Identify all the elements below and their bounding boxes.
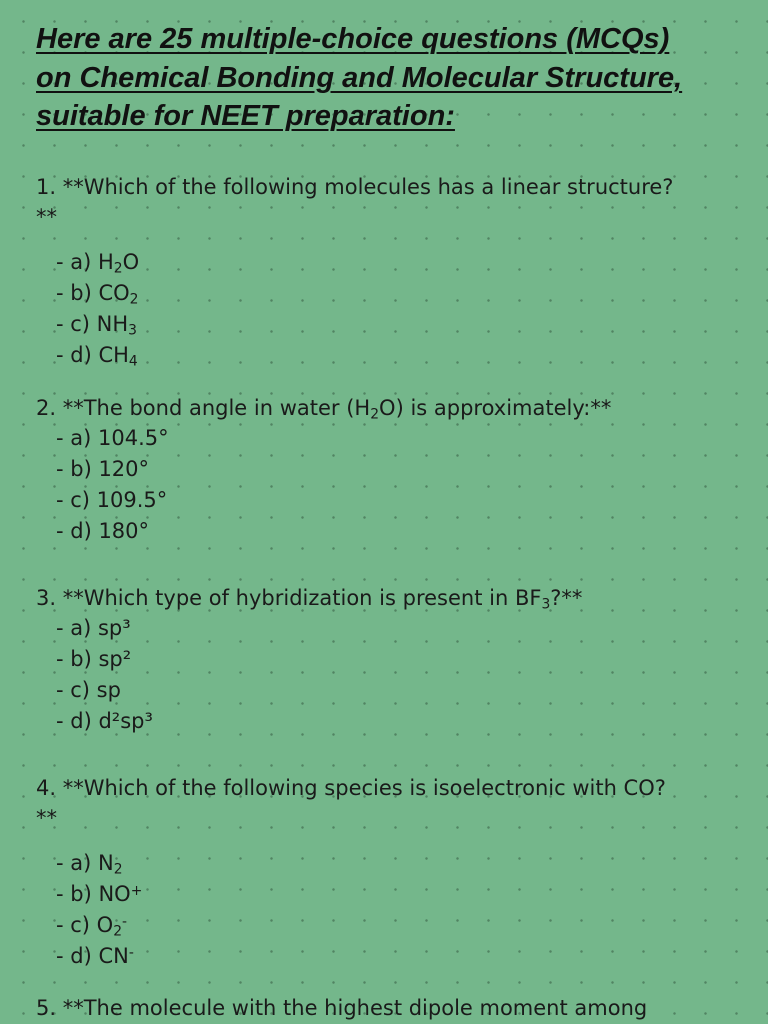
option-d: - d) $CH_4$	[56, 343, 138, 370]
option-b: - b) 120°	[56, 457, 150, 481]
question-text-line-2: **	[36, 806, 57, 830]
question-2-options	[36, 423, 736, 547]
option-a: - a) 104.5°	[56, 426, 169, 450]
question-number: 5.	[36, 996, 57, 1020]
heading-line-1: Here are 25 multiple-choice questions (MCQs)	[36, 23, 670, 55]
question-4-text	[36, 773, 736, 833]
document-heading	[36, 20, 736, 136]
option-b: - b) $CO_2$	[56, 281, 139, 308]
question-1	[36, 172, 736, 371]
question-text-line-1: **Which of the following molecules has a linear structure?	[62, 175, 674, 199]
option-a: - a) $N_2$	[56, 851, 123, 878]
heading-line-2: on Chemical Bonding and Molecular Structure,	[36, 61, 683, 94]
question-5-text	[36, 993, 736, 1023]
question-1-options	[36, 247, 736, 371]
option-c: - c) $O_2^-$	[56, 913, 128, 940]
question-3	[36, 583, 736, 737]
question-number: 4.	[36, 776, 57, 800]
heading-line-3: suitable for NEET preparation:	[36, 100, 455, 132]
question-2-text: 2. **The bond angle in water $(H_2O)$ is approximately:**	[36, 396, 612, 423]
question-text-line-1: **Which of the following species is isoelectronic with CO?	[62, 776, 666, 800]
question-3-options	[36, 613, 736, 737]
question-4	[36, 773, 736, 972]
option-d: - d) d²sp³	[56, 709, 153, 733]
question-number: 1.	[36, 175, 57, 199]
option-d: - d) CN-	[56, 944, 134, 968]
option-d: - d) 180°	[56, 519, 150, 543]
option-c: - c) sp	[56, 678, 121, 702]
question-3-text: 3. **Which type of hybridization is present in $BF_3?**$	[36, 586, 583, 613]
question-number: 2.	[36, 396, 57, 420]
question-4-options	[36, 848, 736, 972]
question-number: 3.	[36, 586, 57, 610]
question-2	[36, 393, 736, 547]
question-text-line-2: **	[36, 205, 57, 229]
option-b: - b) sp²	[56, 647, 132, 671]
option-b: - b) NO+	[56, 882, 143, 906]
question-1-text	[36, 172, 736, 232]
option-a: - a) $H_2O$	[56, 250, 140, 277]
option-c: - c) 109.5°	[56, 488, 168, 512]
question-text-line-1: **The molecule with the highest dipole moment among	[62, 996, 648, 1020]
option-c: - c) $NH_3$	[56, 312, 137, 339]
option-a: - a) sp³	[56, 616, 131, 640]
question-5	[36, 993, 736, 1023]
